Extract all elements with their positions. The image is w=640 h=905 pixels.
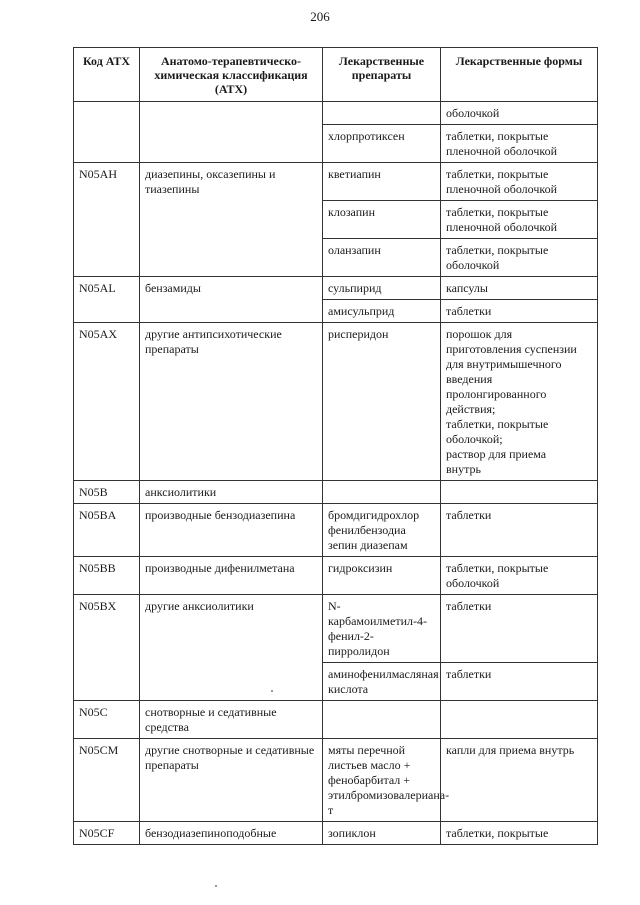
forms-cell: таблетки, покрытые пленочной оболочкой — [441, 201, 598, 239]
forms-cell: таблетки — [441, 663, 598, 701]
table-row — [74, 701, 598, 739]
table-row — [74, 102, 598, 125]
forms-cell: таблетки, покрытые — [441, 822, 598, 845]
forms-cell: таблетки, покрытые пленочной оболочкой — [441, 125, 598, 163]
classification-cell: анксиолитики — [140, 481, 323, 504]
table-row — [74, 481, 598, 504]
table-row — [74, 739, 598, 822]
drug-line: зепин диазепам — [328, 538, 408, 552]
header-classification: Анатомо-терапевтическо-химическая классификация (АТХ) — [140, 48, 323, 102]
drug-cell — [323, 102, 441, 125]
classification-cell: снотворные и седативные средства — [140, 701, 323, 739]
atc-drug-table — [73, 47, 598, 845]
drug-cell: зопиклон — [323, 822, 441, 845]
forms-cell: таблетки, покрытые пленочной оболочкой — [441, 163, 598, 201]
drug-cell — [323, 481, 441, 504]
forms-line: для внутримышечного — [446, 357, 562, 371]
forms-cell: таблетки — [441, 595, 598, 663]
code-cell: N05BX — [74, 595, 140, 701]
code-cell: N05BA — [74, 504, 140, 557]
forms-line: таблетки, покрытые — [446, 417, 549, 431]
drug-cell: хлорпротиксен — [323, 125, 441, 163]
forms-cell: таблетки, покрытые оболочкой — [441, 557, 598, 595]
drug-cell — [323, 504, 441, 557]
forms-line: приготовления суспензии — [446, 342, 577, 356]
classification-cell: другие антипсихотические препараты — [140, 323, 323, 481]
classification-cell: бензодиазепиноподобные — [140, 822, 323, 845]
code-cell: N05BB — [74, 557, 140, 595]
classification-cell: диазепины, оксазепины и тиазепины — [140, 163, 323, 277]
header-forms: Лекарственные формы — [441, 48, 598, 102]
forms-cell: капли для приема внутрь — [441, 739, 598, 822]
forms-line: введения — [446, 372, 493, 386]
forms-cell: капсулы — [441, 277, 598, 300]
forms-cell — [441, 323, 598, 481]
code-cell: N05C — [74, 701, 140, 739]
header-code: Код АТХ — [74, 48, 140, 102]
drug-cell: N-карбамоилметил-4-фенил-2-пирролидон — [323, 595, 441, 663]
classification-cell: производные дифенилметана — [140, 557, 323, 595]
forms-cell — [441, 701, 598, 739]
drug-cell: гидроксизин — [323, 557, 441, 595]
scan-speck — [215, 885, 217, 887]
classification-cell — [140, 102, 323, 163]
code-cell: N05AL — [74, 277, 140, 323]
classification-cell: бензамиды — [140, 277, 323, 323]
code-cell: N05CM — [74, 739, 140, 822]
drug-cell: клозапин — [323, 201, 441, 239]
classification-cell: другие снотворные и седативные препараты — [140, 739, 323, 822]
code-cell: N05AX — [74, 323, 140, 481]
forms-cell: оболочкой — [441, 102, 598, 125]
drug-cell: амисульприд — [323, 300, 441, 323]
forms-line: оболочкой; — [446, 432, 503, 446]
code-cell — [74, 102, 140, 163]
forms-line: раствор для приема — [446, 447, 547, 461]
forms-line: действия; — [446, 402, 496, 416]
forms-line: порошок для — [446, 327, 513, 341]
table-row — [74, 822, 598, 845]
table-header-row — [74, 48, 598, 102]
table-row — [74, 557, 598, 595]
page-number: 206 — [310, 9, 330, 24]
table-row — [74, 323, 598, 481]
forms-cell: таблетки — [441, 300, 598, 323]
header-drugs: Лекарственные препараты — [323, 48, 441, 102]
forms-cell: таблетки — [441, 504, 598, 557]
classification-cell: другие анксиолитики — [140, 595, 323, 701]
drug-cell: мяты перечной листьев масло + фенобарбитал + этилбромизовалерианат — [323, 739, 441, 822]
forms-line: пролонгированного — [446, 387, 547, 401]
table-row — [74, 163, 598, 201]
forms-cell: таблетки, покрытые оболочкой — [441, 239, 598, 277]
code-cell: N05AH — [74, 163, 140, 277]
table-row — [74, 277, 598, 300]
forms-cell — [441, 481, 598, 504]
drug-cell: рисперидон — [323, 323, 441, 481]
drug-cell: оланзапин — [323, 239, 441, 277]
scan-speck — [271, 690, 273, 692]
code-cell: N05CF — [74, 822, 140, 845]
classification-cell: производные бензодиазепина — [140, 504, 323, 557]
drug-line: бромдигидрохлор — [328, 508, 420, 522]
drug-cell — [323, 701, 441, 739]
forms-line: внутрь — [446, 462, 481, 476]
drug-line: фенилбензодиа — [328, 523, 406, 537]
table-row — [74, 595, 598, 663]
code-cell: N05B — [74, 481, 140, 504]
drug-cell: сульпирид — [323, 277, 441, 300]
drug-cell: аминофенилмасляная кислота — [323, 663, 441, 701]
table-row — [74, 504, 598, 557]
drug-cell: кветиапин — [323, 163, 441, 201]
